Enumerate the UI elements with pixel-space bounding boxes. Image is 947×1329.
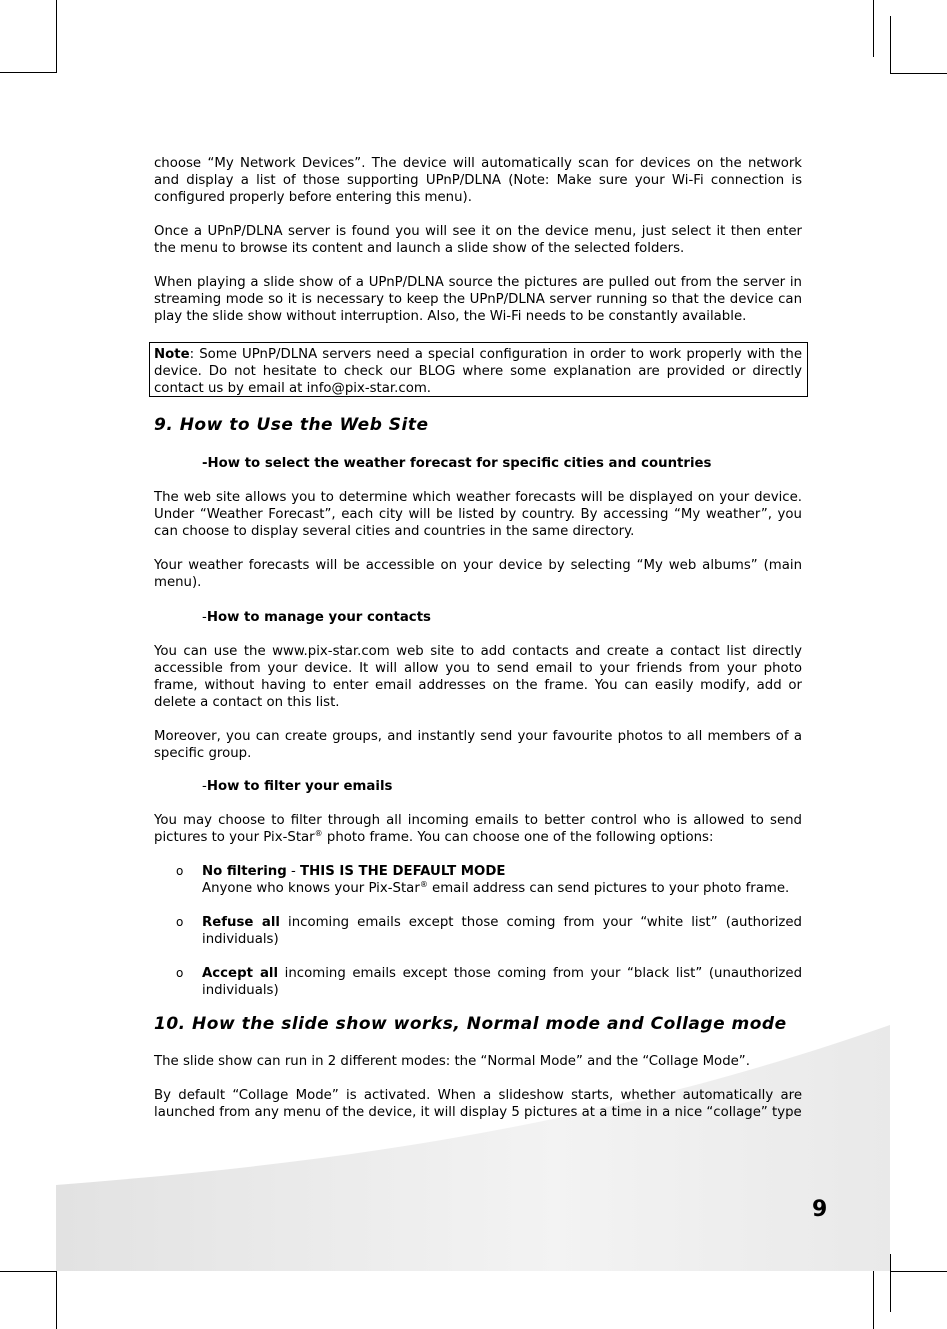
paragraph: choose “My Network Devices”. The device will automatically scan for devices on the network and display a list of those supporting UPnP/DLNA (Note: Make sure your Wi-Fi connection is configured properly before entering this menu). (154, 156, 802, 205)
emails-text (154, 812, 802, 846)
bullet-icon: o (176, 966, 184, 980)
paragraph: You may choose to filter through all incoming emails to better control who is allowed to send pictures to your Pix-Star® photo frame. You can choose one of the following options: (154, 813, 802, 845)
crop-mark (890, 16, 891, 74)
paragraph: The slide show can run in 2 different modes: the “Normal Mode” and the “Collage Mode”. (154, 1054, 750, 1069)
paragraph: Your weather forecasts will be accessible on your device by selecting “My web albums” (main menu). (154, 558, 802, 590)
intro-text (154, 155, 802, 325)
contacts-text (154, 643, 802, 762)
dash: - (202, 779, 207, 794)
page-number: 9 (812, 1197, 828, 1222)
paragraph: Once a UPnP/DLNA server is found you will see it on the device menu, just select it then enter the menu to browse its content and launch a slide show of the selected folders. (154, 224, 802, 256)
list-item: Refuse all incoming emails except those coming from your “white list” (authorized individuals) (202, 915, 802, 947)
paragraph: By default “Collage Mode” is activated. When a slideshow starts, whether automatically are launched from any menu of the device, it will display 5 pictures at a time in a nice “collage” type (154, 1088, 802, 1120)
note-body: : Some UPnP/DLNA servers need a special configuration in order to work properly with the device. Do not hesitate to check our BLOG where some explanation are provided or directly contact us by email at info@pix-star.com. (154, 347, 802, 396)
note-text (154, 346, 802, 397)
paragraph: Moreover, you can create groups, and instantly send your favourite photos to all members of a specific group. (154, 729, 802, 761)
crop-mark (890, 73, 947, 74)
list-item: Accept all incoming emails except those coming from your “black list” (unauthorized individuals) (202, 966, 803, 998)
crop-mark (890, 1254, 891, 1312)
contacts-heading-text: How to manage your contacts (206, 610, 431, 625)
section-9-title: 9. How to Use the Web Site (154, 415, 429, 435)
slideshow-text (154, 1053, 802, 1121)
weather-heading: -How to select the weather forecast for specific cities and countries (202, 456, 712, 471)
bullet-icon: o (176, 864, 184, 878)
section-10-title: 10. How the slide show works, Normal mode and Collage mode (154, 1014, 787, 1034)
crop-mark (56, 0, 57, 73)
paragraph: When playing a slide show of a UPnP/DLNA source the pictures are pulled out from the server in streaming mode so it is necessary to keep the UPnP/DLNA server running so that the device can play the slide show without interruption. Also, the Wi-Fi needs to be constantly available. (154, 275, 802, 324)
paragraph: The web site allows you to determine which weather forecasts will be displayed on your device. Under “Weather Forecast”, each city will be listed by country. By accessing “My weather”, you can choose to display several cities and countries in the same directory. (154, 490, 802, 539)
crop-mark (873, 1271, 874, 1329)
list-item: No filtering - THIS IS THE DEFAULT MODE Anyone who knows your Pix-Star® email address can send pictures to your photo frame. (202, 864, 790, 896)
bullet-icon: o (176, 915, 184, 929)
crop-mark (0, 1271, 56, 1272)
weather-text (154, 489, 802, 591)
contacts-heading (202, 609, 431, 626)
paragraph: You can use the www.pix-star.com web site to add contacts and create a contact list directly accessible from your device. It will allow you to send email to your friends from your photo frame, without having to enter email addresses on the frame. You can easily modify, add or delete a contact on this list. (154, 644, 802, 710)
crop-mark (890, 1271, 947, 1272)
crop-mark (0, 72, 56, 73)
crop-mark (873, 0, 874, 57)
note-label: Note (154, 347, 190, 362)
emails-heading (202, 778, 392, 795)
dash: - (202, 610, 207, 625)
emails-heading-text: How to filter your emails (206, 779, 393, 794)
